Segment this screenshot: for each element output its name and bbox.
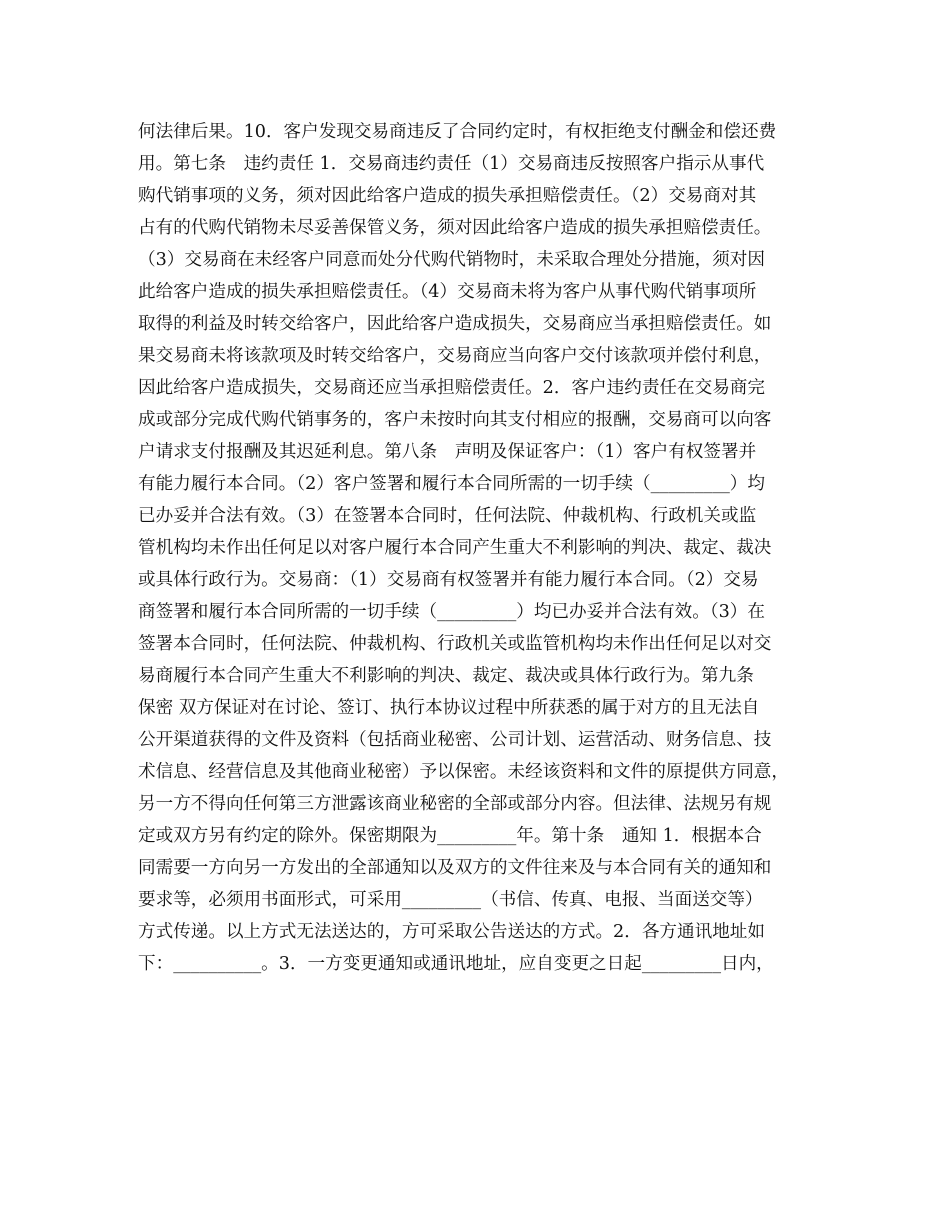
text-line: 有能力履行本合同。（2）客户签署和履行本合同所需的一切手续（_________）均 <box>138 474 765 494</box>
text-line: 签署本合同时，任何法院、仲裁机构、行政机关或监管机构均未作出任何足以对交 <box>138 634 772 654</box>
text-line: 取得的利益及时转交给客户，因此给客户造成损失，交易商应当承担赔偿责任。如 <box>138 314 772 334</box>
text-line: 成或部分完成代购代销事务的，客户未按时向其支付相应的报酬，交易商可以向客 <box>138 410 772 430</box>
text-line: 此给客户造成的损失承担赔偿责任。（4）交易商未将为客户从事代购代销事项所 <box>138 282 757 302</box>
text-line: 购代销事项的义务，须对因此给客户造成的损失承担赔偿责任。（2）交易商对其 <box>138 186 757 206</box>
contract-body-text <box>138 116 838 980</box>
text-line: 易商履行本合同产生重大不利影响的判决、裁定、裁决或具体行政行为。第九条 <box>138 666 754 686</box>
text-line: （3）交易商在未经客户同意而处分代购代销物时，未采取合理处分措施，须对因 <box>138 250 765 270</box>
text-line: 管机构均未作出任何足以对客户履行本合同产生重大不利影响的判决、裁定、裁决 <box>138 538 772 558</box>
text-line: 何法律后果。10．客户发现交易商违反了合同约定时，有权拒绝支付酬金和偿还费 <box>138 122 777 142</box>
text-line: 商签署和履行本合同所需的一切手续（_________）均已办妥并合法有效。（3）在 <box>138 602 765 622</box>
text-line: 已办妥并合法有效。（3）在签署本合同时，任何法院、仲裁机构、行政机关或监 <box>138 506 757 526</box>
text-line: 用。第七条 违约责任 1．交易商违约责任（1）交易商违反按照客户指示从事代 <box>138 154 765 174</box>
text-line: 保密 双方保证对在讨论、签订、执行本协议过程中所获悉的属于对方的且无法自 <box>138 698 760 718</box>
text-line: 因此给客户造成损失，交易商还应当承担赔偿责任。2．客户违约责任在交易商完 <box>138 378 765 398</box>
text-line: 占有的代购代销物未尽妥善保管义务，须对因此给客户造成的损失承担赔偿责任。 <box>138 218 772 238</box>
text-line: 另一方不得向任何第三方泄露该商业秘密的全部或部分内容。但法律、法规另有规 <box>138 794 772 814</box>
text-line: 术信息、经营信息及其他商业秘密）予以保密。未经该资料和文件的原提供方同意， <box>138 762 789 782</box>
text-line: 下：__________。3．一方变更通知或通讯地址，应自变更之日起_________日内， <box>138 954 774 974</box>
text-line: 户请求支付报酬及其迟延利息。第八条 声明及保证客户：（1）客户有权签署并 <box>138 442 757 462</box>
text-line: 公开渠道获得的文件及资料（包括商业秘密、公司计划、运营活动、财务信息、技 <box>138 730 772 750</box>
text-line: 定或双方另有约定的除外。保密期限为_________年。第十条 通知 1．根据本合 <box>138 826 762 846</box>
text-line: 方式传递。以上方式无法送达的，方可采取公告送达的方式。2．各方通讯地址如 <box>138 922 765 942</box>
text-line: 同需要一方向另一方发出的全部通知以及双方的文件往来及与本合同有关的通知和 <box>138 858 772 878</box>
text-line: 要求等，必须用书面形式，可采用_________（书信、传真、电报、当面送交等） <box>138 890 763 910</box>
text-line: 果交易商未将该款项及时转交给客户，交易商应当向客户交付该款项并偿付利息， <box>138 346 772 366</box>
text-line: 或具体行政行为。交易商：（1）交易商有权签署并有能力履行本合同。（2）交易 <box>138 570 759 590</box>
